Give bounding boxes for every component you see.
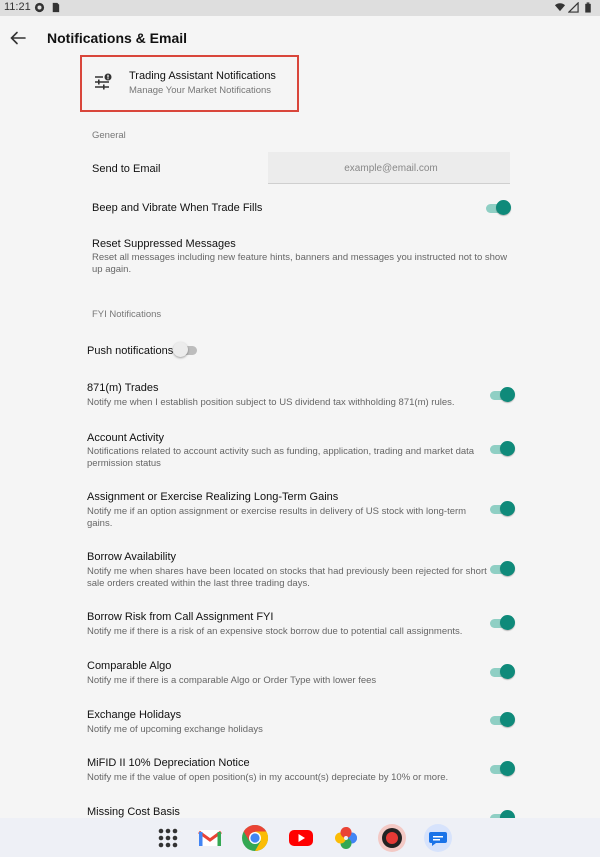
chrome-icon[interactable]: [240, 823, 270, 853]
tune-alert-icon: [94, 73, 112, 91]
fyi-borrow-availability-toggle[interactable]: [488, 561, 514, 577]
push-notifications-label: Push notifications: [87, 345, 174, 357]
fyi-item-label: Exchange Holidays: [87, 709, 182, 721]
status-time: 11:21: [4, 1, 31, 13]
fyi-item-label: Comparable Algo: [87, 660, 172, 672]
page-title: Notifications & Email: [47, 30, 188, 46]
status-bar: [0, 0, 600, 16]
toggle-knob: [500, 561, 515, 576]
fyi-exchange-holidays-toggle[interactable]: [488, 712, 514, 728]
push-notifications-toggle[interactable]: [173, 342, 199, 358]
toggle-knob: [500, 712, 515, 727]
wifi-icon: [554, 2, 566, 13]
email-field-container: [268, 152, 510, 184]
battery-icon: [584, 2, 592, 13]
youtube-icon[interactable]: [286, 823, 316, 853]
reset-suppressed-label: Reset Suppressed Messages: [92, 238, 236, 250]
fyi-mifid-depreciation-toggle[interactable]: [488, 761, 514, 777]
fyi-item-label: Borrow Availability: [87, 551, 177, 563]
fyi-item-description: sale orders created within the last three trading days.: [87, 578, 310, 589]
fyi-item-description: Notify me if there is a risk of an expensive stock borrow due to potential call assignments.: [87, 626, 463, 637]
fyi-item-description: Notify me of upcoming exchange holidays: [87, 724, 263, 735]
fyi-account-activity-toggle[interactable]: [488, 441, 514, 457]
trading-assistant-notifications-button[interactable]: [80, 55, 299, 112]
app-bar: [0, 16, 600, 60]
send-to-email-label: Send to Email: [92, 163, 161, 175]
toggle-knob: [496, 200, 511, 215]
fyi-item-label: Assignment or Exercise Realizing Long-Term Gains: [87, 491, 339, 503]
app-dock: [0, 818, 600, 857]
fyi-item-description: Notify me if there is a comparable Algo or Order Type with lower fees: [87, 675, 377, 686]
notification-icon: [34, 2, 45, 13]
fyi-item-description: Notify me when I establish position subject to US dividend tax withholding 871(m) rules.: [87, 397, 455, 408]
reset-suppressed-description-2: up again.: [92, 264, 132, 275]
fyi-item-description: gains.: [87, 518, 113, 529]
sim-icon: [50, 2, 61, 13]
fyi-item-label: Borrow Risk from Call Assignment FYI: [87, 611, 274, 623]
signal-icon: [568, 2, 579, 13]
reset-suppressed-description-1: Reset all messages including new feature hints, banners and messages you instructed not to show: [92, 252, 508, 263]
general-section-label: General: [92, 130, 126, 141]
gmail-icon[interactable]: [195, 823, 225, 853]
fyi-item-label: Missing Cost Basis: [87, 806, 180, 818]
toggle-knob: [173, 342, 188, 357]
messages-icon[interactable]: [423, 823, 453, 853]
toggle-knob: [500, 761, 515, 776]
trading-assistant-title: Trading Assistant Notifications: [129, 70, 276, 82]
beep-vibrate-label: Beep and Vibrate When Trade Fills: [92, 202, 263, 214]
toggle-knob: [500, 387, 515, 402]
fyi-assignment-exercise-toggle[interactable]: [488, 501, 514, 517]
fyi-item-description: Notify me if the value of open position(s) in my account(s) depreciate by 10% or more.: [87, 772, 449, 783]
trading-assistant-subtitle: Manage Your Market Notifications: [129, 85, 272, 96]
toggle-knob: [500, 615, 515, 630]
fyi-borrow-risk-toggle[interactable]: [488, 615, 514, 631]
recorder-icon[interactable]: [377, 823, 407, 853]
beep-vibrate-toggle[interactable]: [484, 200, 510, 216]
fyi-871m-toggle[interactable]: [488, 387, 514, 403]
email-field[interactable]: [268, 152, 514, 185]
fyi-item-description: Notify me if an option assignment or exercise results in delivery of US stock with long-term: [87, 506, 467, 517]
toggle-knob: [500, 664, 515, 679]
fyi-section-label: FYI Notifications: [92, 309, 162, 320]
fyi-item-description: Notify me when shares have been located on stocks that had previously been rejected for short: [87, 566, 487, 577]
toggle-knob: [500, 441, 515, 456]
fyi-item-label: 871(m) Trades: [87, 382, 159, 394]
fyi-item-description: permission status: [87, 458, 161, 469]
toggle-knob: [500, 501, 515, 516]
back-arrow-icon[interactable]: [8, 28, 28, 48]
photos-icon[interactable]: [331, 823, 361, 853]
fyi-item-label: Account Activity: [87, 432, 165, 444]
fyi-comparable-algo-toggle[interactable]: [488, 664, 514, 680]
fyi-item-label: MiFID II 10% Depreciation Notice: [87, 757, 250, 769]
app-drawer-icon[interactable]: [153, 823, 183, 853]
fyi-item-description: Notifications related to account activity such as funding, application, trading and market data: [87, 446, 475, 457]
